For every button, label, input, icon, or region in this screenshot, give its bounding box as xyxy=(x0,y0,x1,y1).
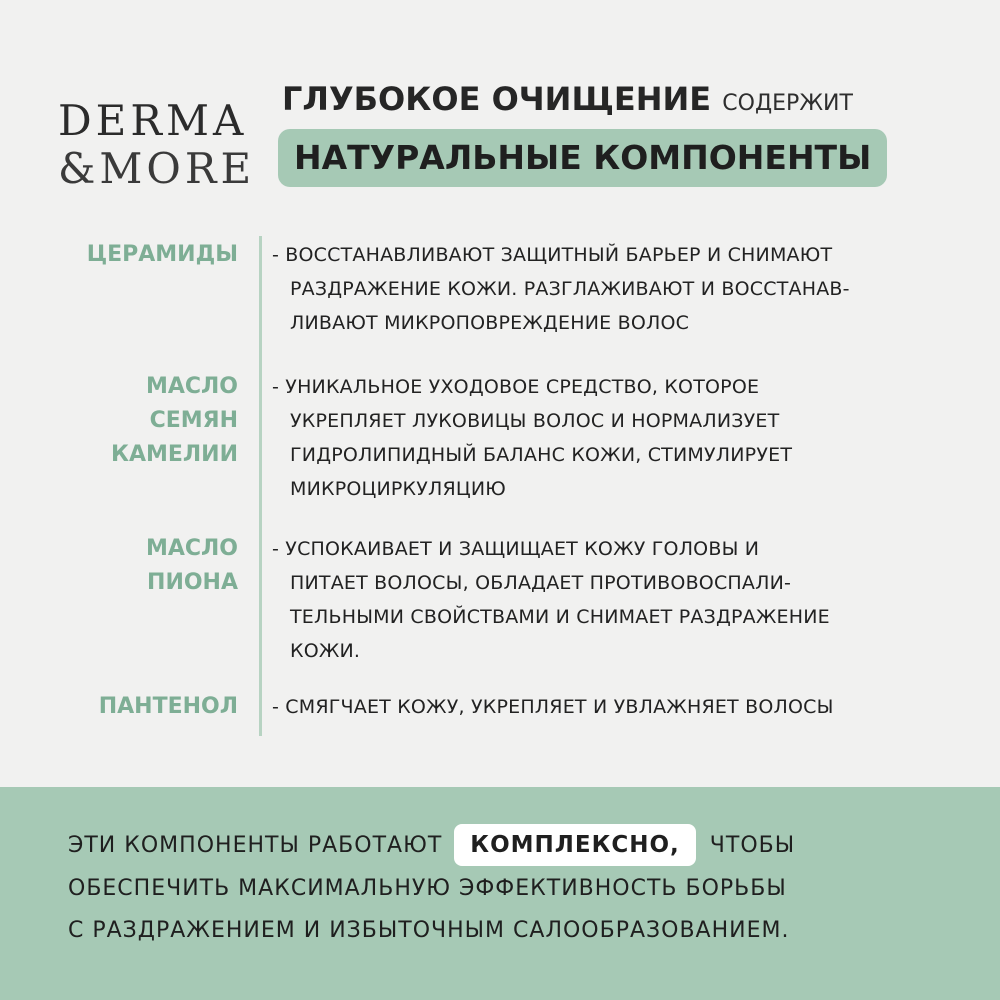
footer-line-1-end: ЧТОБЫ xyxy=(709,833,796,858)
ingredient-desc-line: КОЖИ. xyxy=(290,640,361,662)
brand-logo-line1: DERMA xyxy=(58,96,248,145)
ingredient-desc-line: УКРЕПЛЯЕТ ЛУКОВИЦЫ ВОЛОС И НОРМАЛИЗУЕТ xyxy=(290,410,780,432)
ingredient-name-line: ПИОНА xyxy=(147,570,238,595)
footer-line-1-start: ЭТИ КОМПОНЕНТЫ РАБОТАЮТ xyxy=(68,833,443,858)
footer-line-2: ОБЕСПЕЧИТЬ МАКСИМАЛЬНУЮ ЭФФЕКТИВНОСТЬ БОРЬБЫ xyxy=(68,876,787,901)
page-title-main: ГЛУБОКОЕ ОЧИЩЕНИЕ xyxy=(282,80,712,118)
ingredient-desc-line: ГИДРОЛИПИДНЫЙ БАЛАНС КОЖИ, СТИМУЛИРУЕТ xyxy=(290,444,793,466)
ingredient-desc-peony-oil xyxy=(272,532,962,668)
ingredient-desc-line: - УНИКАЛЬНОЕ УХОДОВОЕ СРЕДСТВО, КОТОРОЕ xyxy=(272,376,760,398)
ingredient-name-peony-oil xyxy=(146,532,238,600)
ingredient-name-ceramides xyxy=(87,238,238,272)
footer-highlight: КОМПЛЕКСНО, xyxy=(454,824,696,866)
ingredient-name-line: СЕМЯН xyxy=(149,408,238,433)
ingredient-desc-panthenol xyxy=(272,690,962,724)
ingredient-name-line: ЦЕРАМИДЫ xyxy=(86,242,238,267)
ingredient-desc-line: - УСПОКАИВАЕТ И ЗАЩИЩАЕТ КОЖУ ГОЛОВЫ И xyxy=(272,538,760,560)
ingredient-desc-ceramides xyxy=(272,238,962,340)
ingredient-desc-line: РАЗДРАЖЕНИЕ КОЖИ. РАЗГЛАЖИВАЮТ И ВОССТАНАВ- xyxy=(290,278,850,300)
ingredient-name-line: КАМЕЛИИ xyxy=(110,442,238,467)
vertical-divider xyxy=(259,236,262,736)
title-badge: НАТУРАЛЬНЫЕ КОМПОНЕНТЫ xyxy=(278,129,887,187)
ingredient-name-panthenol xyxy=(99,690,238,724)
page-title-suffix: СОДЕРЖИТ xyxy=(722,91,853,116)
ingredient-name-line: МАСЛО xyxy=(145,536,238,561)
ingredient-name-line: МАСЛО xyxy=(145,374,238,399)
ingredient-desc-camellia-oil xyxy=(272,370,962,506)
ingredient-desc-line: - СМЯГЧАЕТ КОЖУ, УКРЕПЛЯЕТ И УВЛАЖНЯЕТ ВОЛОСЫ xyxy=(272,696,834,718)
brand-logo-line2: &MORE xyxy=(58,144,256,193)
ingredient-desc-line: ТЕЛЬНЫМИ СВОЙСТВАМИ И СНИМАЕТ РАЗДРАЖЕНИЕ xyxy=(290,606,830,628)
ingredient-name-line: ПАНТЕНОЛ xyxy=(98,694,238,719)
footer-line-1 xyxy=(68,824,948,866)
ingredient-desc-line: ЛИВАЮТ МИКРОПОВРЕЖДЕНИЕ ВОЛОС xyxy=(290,312,690,334)
page-title xyxy=(282,80,853,118)
ingredient-desc-line: - ВОССТАНАВЛИВАЮТ ЗАЩИТНЫЙ БАРЬЕР И СНИМАЮТ xyxy=(272,244,833,266)
brand-logo xyxy=(58,96,258,193)
ingredient-desc-line: ПИТАЕТ ВОЛОСЫ, ОБЛАДАЕТ ПРОТИВОВОСПАЛИ- xyxy=(290,572,792,594)
ingredient-desc-line: МИКРОЦИРКУЛЯЦИЮ xyxy=(290,478,506,500)
footer-line-3: С РАЗДРАЖЕНИЕМ И ИЗБЫТОЧНЫМ САЛООБРАЗОВАНИЕМ. xyxy=(68,918,790,943)
ingredient-name-camellia-oil xyxy=(111,370,238,472)
